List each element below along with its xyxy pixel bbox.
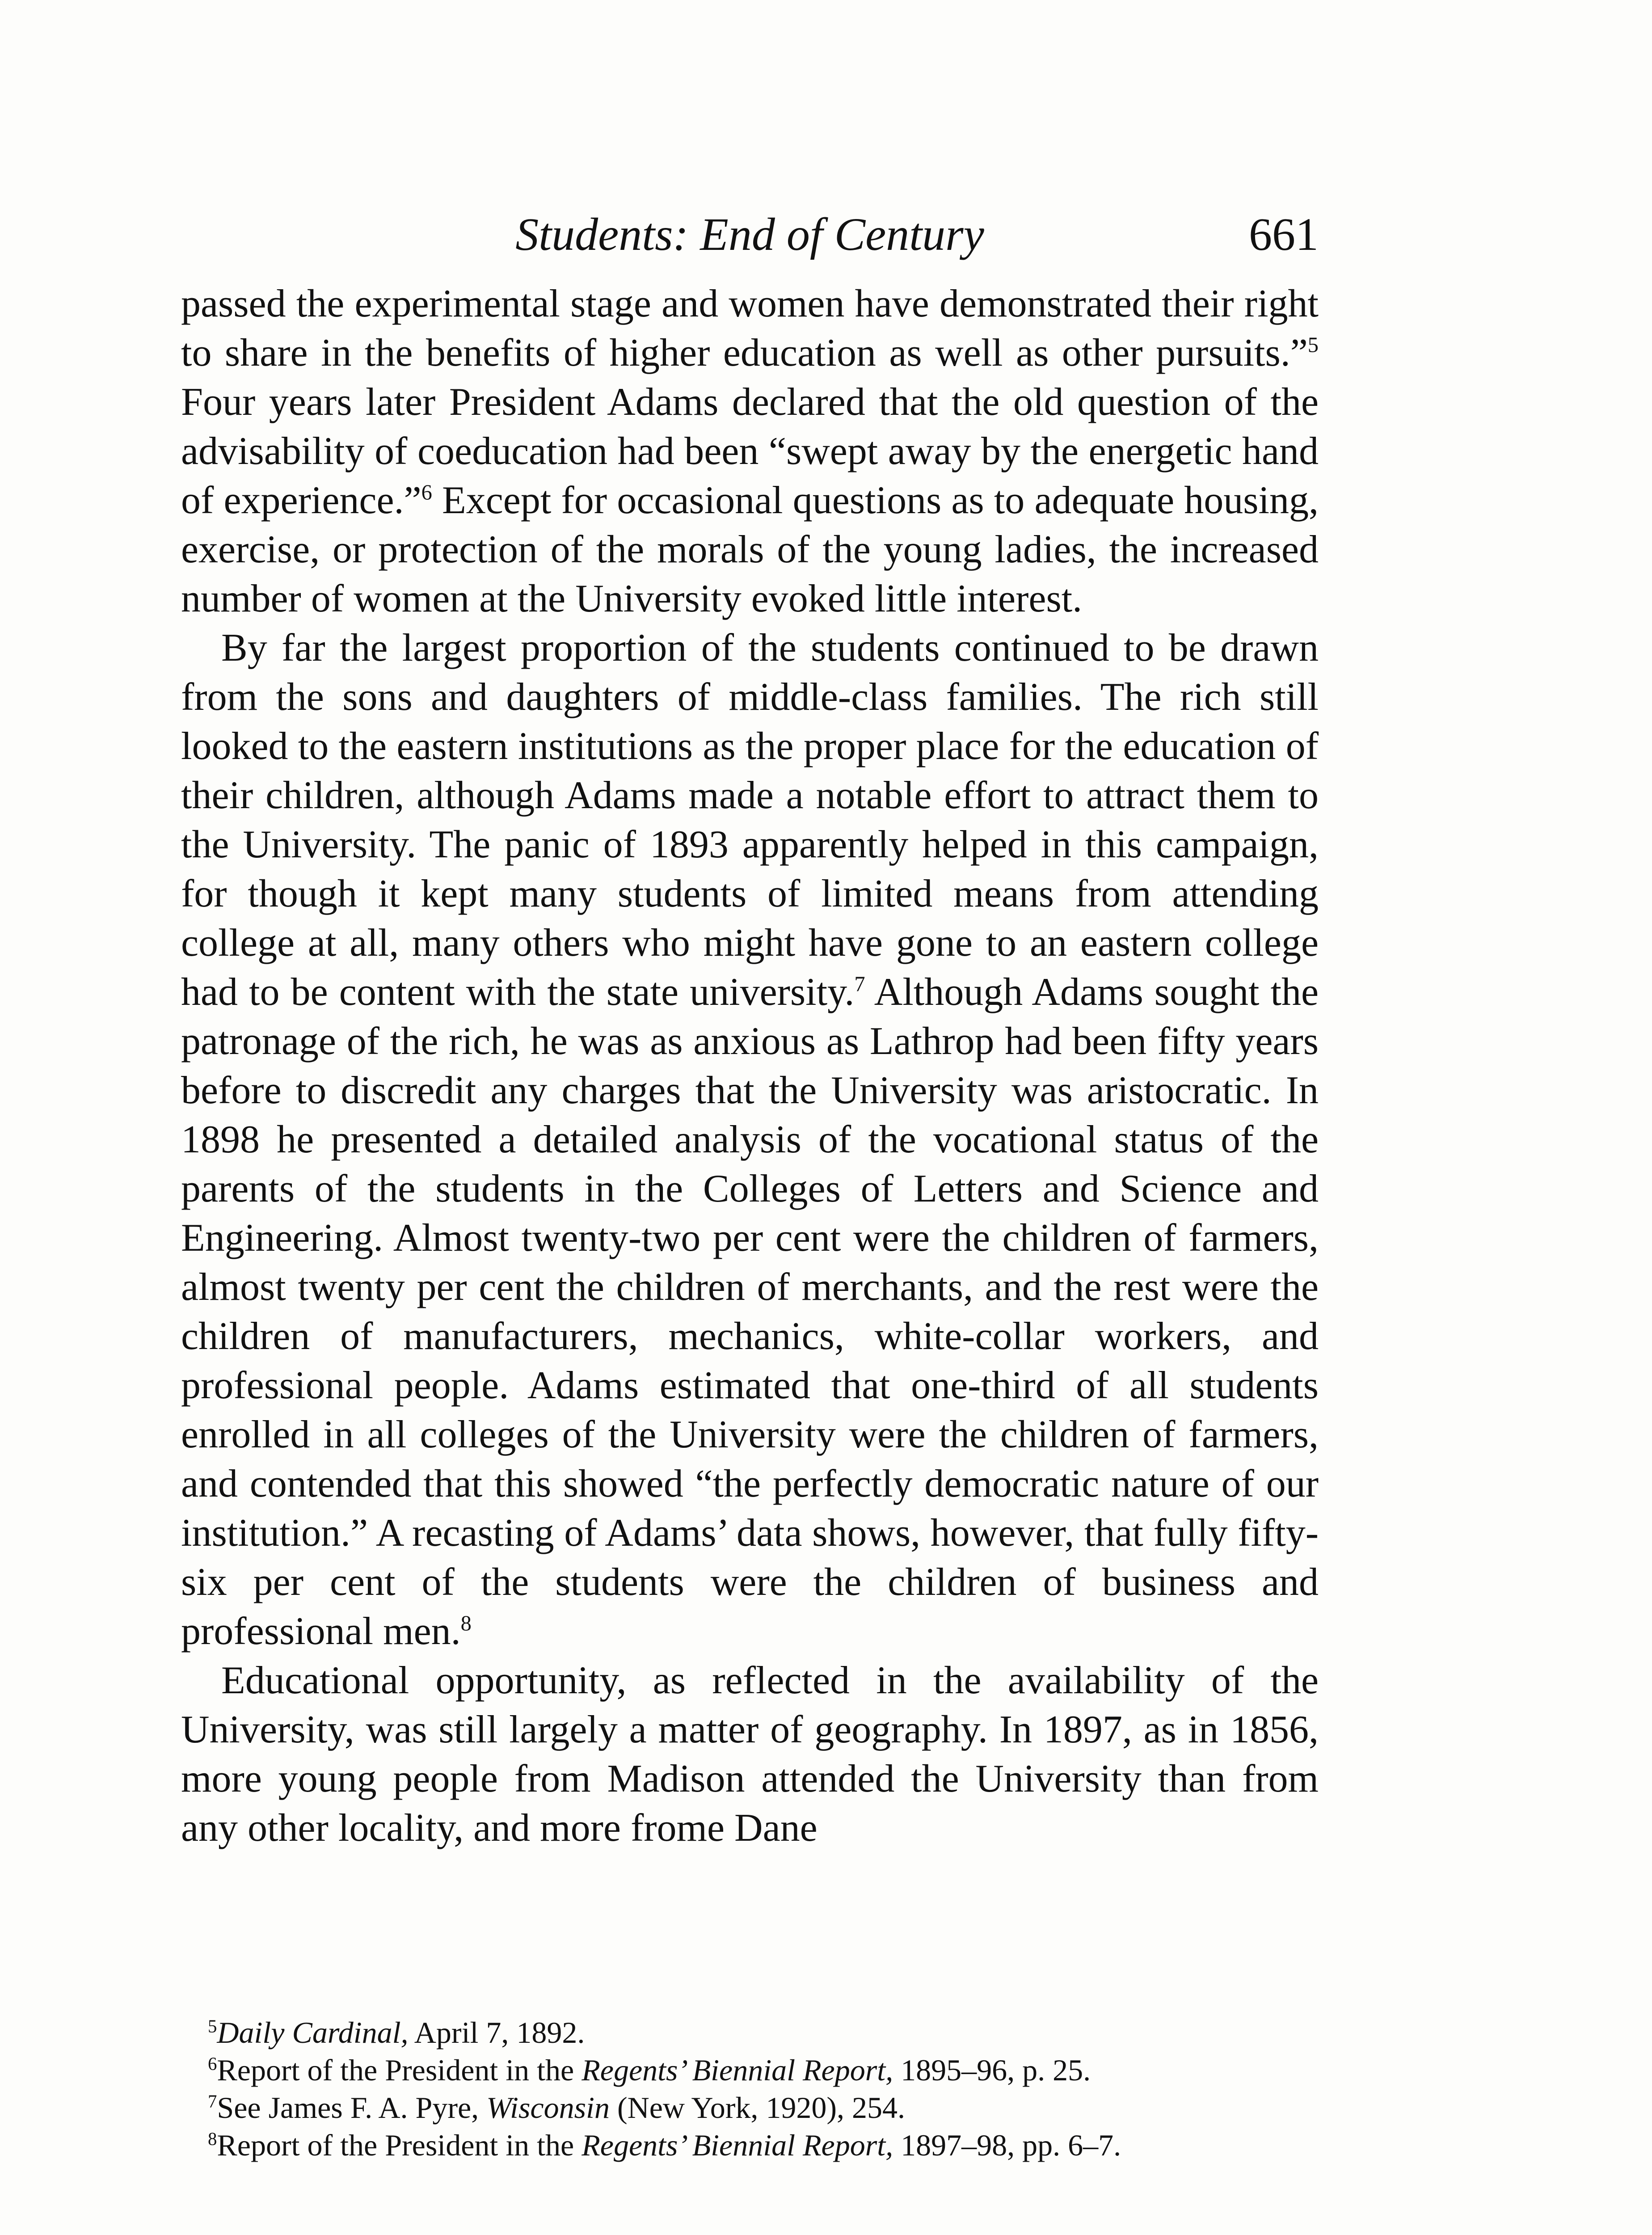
running-head — [181, 194, 1319, 261]
footnote-number: 7 — [208, 2091, 217, 2112]
footnote-italic: Daily Cardinal, — [217, 2016, 409, 2049]
footnote-ref: 8 — [460, 1611, 472, 1636]
paragraph — [181, 624, 1319, 1656]
footnote-number: 6 — [208, 2054, 217, 2074]
footnote — [181, 2089, 1319, 2126]
paragraph — [181, 279, 1319, 624]
footnote-text: Report of the President in the — [217, 2053, 582, 2087]
footnote-italic: Regents’ Biennial Report, — [582, 2053, 893, 2087]
body-text — [181, 279, 1319, 1853]
footnotes — [181, 2014, 1319, 2164]
footnote — [181, 2126, 1319, 2164]
footnote — [181, 2051, 1319, 2089]
paragraph-text: Although Adams sought the patronage of the rich, he was as anxious as Lathrop had been fifty years before to discredit any charges that the University was aristocratic. In 1898 he presented a detailed analysis of the vocational status of the parents of the students in the Colleges of Letters and Science and Engineering. Almost twenty-two per cent were the children of farmers, almost twenty per cent the children of merchants, and the rest were the children of manufacturers, mechanics, white-collar workers, and professional people. Adams estimated that one-third of all students enrolled in all colleges of the University were the children of farmers, and contended that this showed “the perfectly democratic nature of our institution.” A recasting of Adams’ data shows, however, that fully fifty-six per cent of the students were the children of business and professional men. — [181, 970, 1319, 1653]
footnote-text: 1895–96, p. 25. — [893, 2053, 1091, 2087]
footnote-text: April 7, 1892. — [408, 2016, 585, 2049]
paragraph — [181, 1656, 1319, 1853]
footnote-ref: 5 — [1307, 333, 1319, 357]
footnote-text: Report of the President in the — [217, 2128, 582, 2162]
paragraph-text: Four years later President Adams declared that the old question of the advisability of coeducation had been “swept away by the energetic hand of experience.” — [181, 380, 1319, 522]
footnote-ref: 7 — [854, 972, 865, 996]
footnote — [181, 2014, 1319, 2051]
footnote-text: 1897–98, pp. 6–7. — [893, 2128, 1121, 2162]
footnote-text: See James F. A. Pyre, — [217, 2091, 487, 2125]
paragraph-text: passed the experimental stage and women have demonstrated their right to share in the benefits of higher education as well as other pursuits.” — [181, 282, 1319, 375]
running-title: Students: End of Century — [515, 209, 984, 260]
page-number: 661 — [1249, 209, 1319, 260]
footnote-italic: Wisconsin — [486, 2091, 610, 2125]
footnote-italic: Regents’ Biennial Report, — [582, 2128, 893, 2162]
footnote-text: (New York, 1920), 254. — [609, 2091, 906, 2125]
paragraph-text: Educational opportunity, as reflected in the availability of the University, was still largely a matter of geography. In 1897, as in 1856, more young people from Madison attended the University than from any other locality, and more frome Dane — [181, 1659, 1319, 1850]
paragraph-text: By far the largest proportion of the students continued to be drawn from the sons and daughters of middle-class families. The rich still looked to the eastern institutions as the proper place for the education of their children, although Adams made a notable effort to attract them to the University. The panic of 1893 apparently helped in this campaign, for though it kept many students of limited means from attending college at all, many others who might have gone to an eastern college had to be content with the state university. — [181, 626, 1319, 1014]
footnote-number: 5 — [208, 2016, 217, 2037]
paragraph-text: Except for occasional questions as to adequate housing, exercise, or protection of the morals of the young ladies, the increased number of women at the University evoked little interest. — [181, 479, 1319, 620]
footnote-ref: 6 — [421, 481, 432, 505]
footnote-number: 8 — [208, 2129, 217, 2149]
